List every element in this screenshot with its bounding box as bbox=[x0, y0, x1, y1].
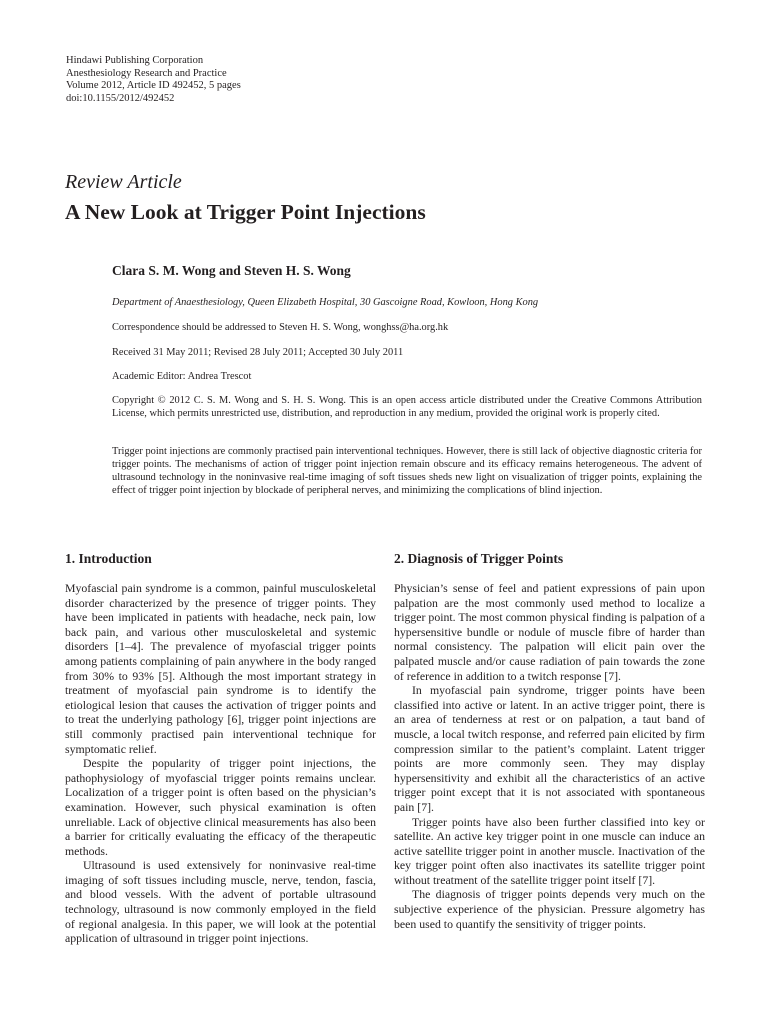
paragraph: In myofascial pain syndrome, trigger points have been classified into active or latent. In an active trigger point, there is an area of tenderness at rest or on palpation, a taut band of muscle, a local twitch response, and referred pain elicited by firm compression similar to the patient’s complaint. Latent trigger points are more commonly seen. They may display hypersensitivity and exhibit all the characteristics of an active trigger point except that it is not associated with spontaneous pain [7]. bbox=[394, 683, 705, 814]
paragraph: Physician’s sense of feel and patient expressions of pain upon palpation are the most commonly used method to localize a trigger point. The most common physical finding is palpation of a hypersensitive bundle or nodule of muscle fibre of harder than normal consistency. The palpation will elicit pain over the palpated muscle and/or cause radiation of pain towards the zone of reference in addition to a twitch response [7]. bbox=[394, 581, 705, 683]
academic-editor: Academic Editor: Andrea Trescot bbox=[112, 371, 252, 382]
abstract: Trigger point injections are commonly practised pain interventional techniques. However, there is still lack of objective diagnostic criteria for trigger points. The mechanisms of action of trigger point injection remain obscure and its efficacy remains heterogeneous. The advent of ultrasound technology in the noninvasive real-time imaging of soft tissues sheds new light on visualization of trigger points, explaining the effect of trigger point injection by blockade of peripheral nerves, and minimizing the complications of blind injection. bbox=[112, 446, 702, 496]
article-type: Review Article bbox=[65, 171, 182, 193]
affiliation: Department of Anaesthesiology, Queen Elizabeth Hospital, 30 Gascoigne Road, Kowloon, Hong Kong bbox=[112, 297, 539, 308]
paragraph: Trigger points have also been further classified into key or satellite. An active key trigger point in one muscle can induce an active satellite trigger point in another muscle. Inactivation of the key trigger point often also inactivates its satellite trigger point without treatment of the satellite trigger point itself [7]. bbox=[394, 814, 705, 887]
right-column bbox=[394, 550, 705, 931]
section-heading-diagnosis: 2. Diagnosis of Trigger Points bbox=[394, 551, 564, 566]
left-column bbox=[65, 550, 376, 946]
doi[interactable]: doi:10.1155/2012/492452 bbox=[66, 92, 175, 104]
correspondence: Correspondence should be addressed to Steven H. S. Wong, wonghss@ha.org.hk bbox=[112, 322, 449, 333]
volume-info: Volume 2012, Article ID 492452, 5 pages bbox=[66, 80, 241, 92]
authors: Clara S. M. Wong and Steven H. S. Wong bbox=[112, 263, 351, 278]
journal-header bbox=[66, 55, 241, 105]
journal-name: Anesthesiology Research and Practice bbox=[66, 67, 227, 79]
section-heading-introduction: 1. Introduction bbox=[65, 551, 152, 566]
publisher-name: Hindawi Publishing Corporation bbox=[66, 55, 204, 66]
paragraph: Myofascial pain syndrome is a common, painful musculoskeletal disorder characterized by the presence of trigger points. They have been implicated in patients with headache, neck pain, low back pain, and various other musculoskeletal and systemic disorders [1–4]. The prevalence of myofascial trigger points among patients complaining of pain anywhere in the body ranged from 30% to 93% [5]. Although the most important strategy in treatment of myofascial pain syndrome is to identify the etiological lesion that causes the activation of trigger points and to treat the underlying pathology [6], trigger point injections are still commonly practised pain interventional technique for symptomatic relief. bbox=[65, 581, 376, 756]
paragraph: Despite the popularity of trigger point injections, the pathophysiology of myofascial trigger points remains unclear. Localization of a trigger point is often based on the physician’s examination. However, such physical examination is often unreliable. Lack of objective clinical measurements has also been a barrier for critically evaluating the efficacy of the therapeutic methods. bbox=[65, 756, 376, 858]
article-title: A New Look at Trigger Point Injections bbox=[65, 200, 426, 224]
copyright-notice: Copyright © 2012 C. S. M. Wong and S. H. S. Wong. This is an open access article distributed under the Creative Commons Attribution License, which permits unrestricted use, distribution, and reproduction in any medium, provided the original work is properly cited. bbox=[112, 395, 702, 419]
paragraph: Ultrasound is used extensively for noninvasive real-time imaging of soft tissues including muscle, nerve, tendon, fascia, and blood vessels. With the advent of portable ultrasound technology, ultrasound is now commonly employed in the field of regional analgesia. In this paper, we will look at the potential application of ultrasound in trigger point injections. bbox=[65, 858, 376, 946]
paragraph: The diagnosis of trigger points depends very much on the subjective experience of the physician. Pressure algometry has been used to quantify the sensitivity of trigger points. bbox=[394, 887, 705, 931]
received-dates: Received 31 May 2011; Revised 28 July 2011; Accepted 30 July 2011 bbox=[112, 347, 404, 358]
